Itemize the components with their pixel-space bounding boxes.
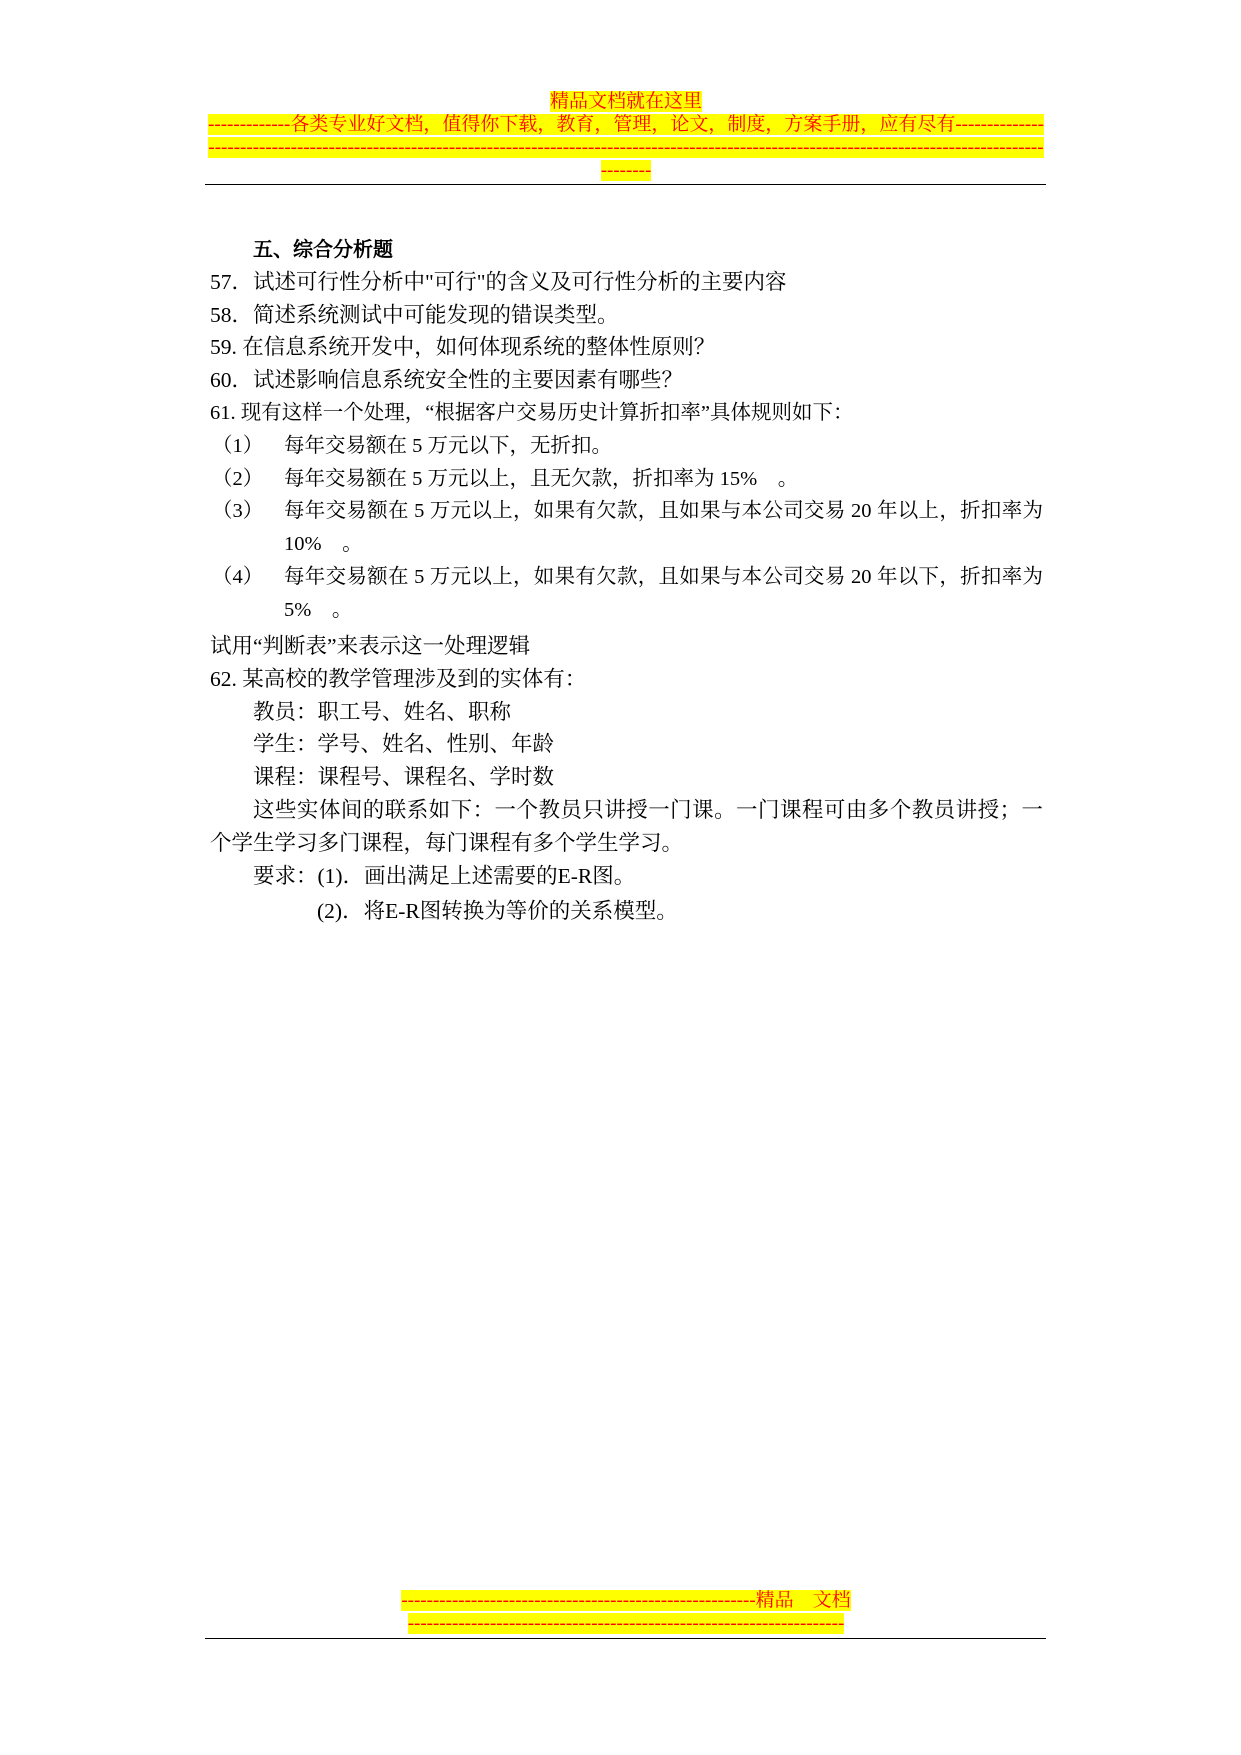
question-61-instruction: 试用“判断表”来表示这一处理逻辑	[210, 633, 531, 658]
header-title: 精品文档就在这里	[549, 91, 702, 112]
question-59: 59. 在信息系统开发中，如何体现系统的整体性原则？	[210, 335, 716, 360]
rule-text: 每年交易额在 5 万元以上，如果有欠款，且如果与本公司交易 20 年以上，折扣率为	[284, 500, 1043, 523]
rule-label: （1）	[212, 434, 264, 457]
question-62-title: 62. 某高校的教学管理涉及到的实体有：	[210, 666, 587, 691]
question-61-intro: 61. 现有这样一个处理，“根据客户交易历史计算折扣率”具体规则如下：	[210, 401, 854, 424]
relations-text-continuation: 个学生学习多门课程，每门课程有多个学生学习。	[210, 830, 684, 855]
question-57: 57．试述可行性分析中"可行"的含义及可行性分析的主要内容	[210, 269, 787, 294]
footer-dashes: ---------------------------------------------------------------------	[407, 1613, 845, 1634]
header-divider	[205, 184, 1046, 185]
rule-text: 每年交易额在 5 万元以上，如果有欠款，且如果与本公司交易 20 年以下，折扣率为	[284, 565, 1043, 588]
rule-item-2	[210, 463, 1043, 496]
header-dashes-short: --------	[600, 160, 652, 181]
rule-text: 每年交易额在 5 万元以下，无折扣。	[284, 434, 612, 457]
page-header	[207, 90, 1045, 182]
rule-item-4	[210, 561, 1043, 594]
footer-label: --------------------------------------------------------精品 文档	[401, 1590, 851, 1611]
requirement-2: (2)．将E-R图转换为等价的关系模型。	[317, 898, 678, 923]
rule-item-3	[210, 495, 1043, 528]
header-dashes-long: ------------------------------------------------------------------------------------------------------------------------------------	[208, 137, 1044, 158]
rule-item-1	[210, 430, 1043, 463]
question-58: 58．简述系统测试中可能发现的错误类型。	[210, 302, 619, 327]
question-60: 60．试述影响信息系统安全性的主要因素有哪些？	[210, 368, 684, 393]
rule-text: 每年交易额在 5 万元以上，且无欠款，折扣率为 15% 。	[284, 467, 799, 490]
header-tagline: -------------各类专业好文档，值得你下载，教育，管理，论文，制度，方案手册，应有尽有--------------	[208, 114, 1044, 135]
rule-text: 5% 。	[284, 598, 353, 621]
entity-teacher: 教员：职工号、姓名、职称	[253, 699, 512, 724]
rule-label: （2）	[212, 467, 264, 490]
rule-item-3-continuation	[210, 528, 1043, 561]
requirement-1: 要求：(1)．画出满足上述需要的E-R图。	[253, 863, 636, 888]
footer-line-2	[207, 1612, 1045, 1635]
footer-line-1	[207, 1589, 1045, 1612]
entity-student: 学生：学号、姓名、性别、年龄	[253, 732, 555, 757]
entity-course: 课程：课程号、课程名、学时数	[253, 765, 555, 790]
footer-divider	[205, 1638, 1046, 1639]
section-heading: 五、综合分析题	[253, 237, 393, 261]
page-footer	[207, 1589, 1045, 1635]
rule-item-4-continuation	[210, 594, 1043, 627]
rule-text: 10% 。	[284, 533, 363, 556]
document-body	[210, 233, 1043, 928]
header-dashes-line	[207, 136, 1045, 159]
rule-label: （4）	[212, 565, 264, 588]
rule-label: （3）	[212, 500, 264, 523]
header-tagline-line	[207, 113, 1045, 136]
header-dashes-short-line	[207, 159, 1045, 182]
relations-text: 这些实体间的联系如下：一个教员只讲授一门课。一门课程可由多个教员讲授；一	[253, 797, 1043, 822]
header-title-line	[207, 90, 1045, 113]
